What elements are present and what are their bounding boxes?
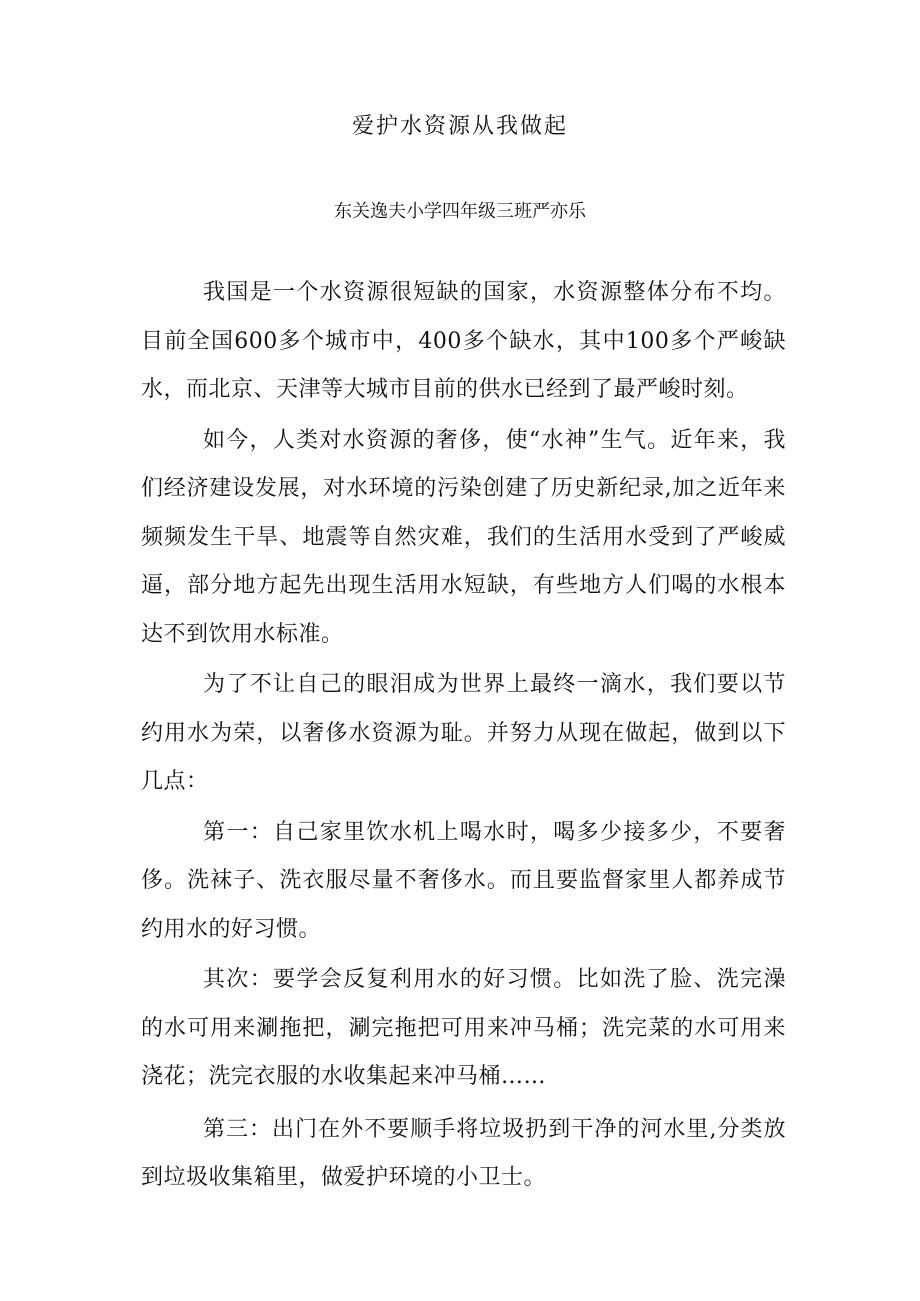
paragraph-6: 第三：出门在外不要顺手将垃圾扔到干净的河水里,分类放到垃圾收集箱里，做爱护环境的小卫士。 bbox=[141, 1116, 786, 1190]
document-title: 爱护水资源从我做起 bbox=[351, 114, 568, 139]
paragraph-4: 第一：自己家里饮水机上喝水时，喝多少接多少，不要奢侈。洗袜子、洗衣服尽量不奢侈水。而且要监督家里人都养成节约用水的好习惯。 bbox=[141, 819, 786, 942]
paragraph-3: 为了不让自己的眼泪成为世界上最终一滴水，我们要以节约用水为荣，以奢侈水资源为耻。并努力从现在做起，做到以下几点： bbox=[141, 672, 786, 794]
document-author: 东关逸夫小学四年级三班严亦乐 bbox=[334, 201, 586, 222]
paragraph-2: 如今，人类对水资源的奢侈，使“水神”生气。近年来，我们经济建设发展，对水环境的污染创建了历史新纪录,加之近年来频频发生干旱、地震等自然灾难，我们的生活用水受到了严峻威逼，部分地方起先出现生活用水短缺，有些地方人们喝的水根本达不到饮用水标准。 bbox=[141, 427, 786, 647]
document-body bbox=[141, 269, 786, 1203]
paragraph-5: 其次：要学会反复利用水的好习惯。比如洗了脸、洗完澡的水可用来涮拖把，涮完拖把可用来冲马桶；洗完菜的水可用来浇花；洗完衣服的水收集起来冲马桶…… bbox=[141, 967, 786, 1089]
paragraph-1: 我国是一个水资源很短缺的国家，水资源整体分布不均。目前全国600多个城市中，400多个缺水，其中100多个严峻缺水，而北京、天津等大城市目前的供水已经到了最严峻时刻。 bbox=[141, 280, 786, 402]
